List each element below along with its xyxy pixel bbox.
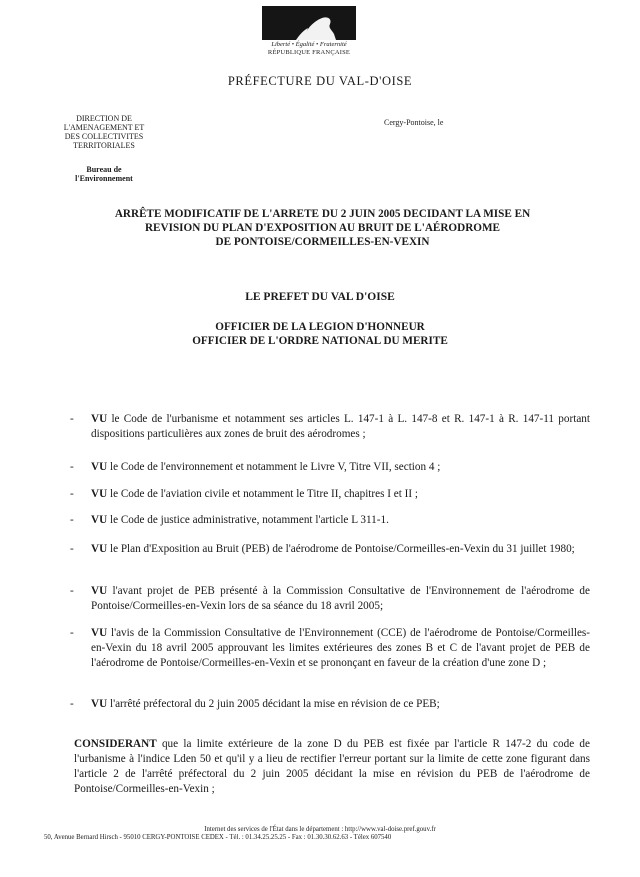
marianne-logo xyxy=(262,6,356,40)
vu-text: l'avis de la Commission Consultative de l'Environnement (CCE) de l'aérodrome de Pontoise/Cormeilles-en-Vexin du 18 avril 2005 approuvant les limites extérieures des zones B et C de l'avant projet de PEB de l'aérodrome de Pontoise/Cormeilles-en-Vexin et se prononçant en faveur de la création d'une zone D ; xyxy=(91,627,590,669)
list-dash: - xyxy=(70,461,74,473)
considerant-text: que la limite extérieure de la zone D du PEB est fixée par l'article R 147-2 du code de l'urbanisme à l'indice Lden 50 et qu'il y a lieu de rectifier l'erreur portant sur la limite de cette zone figurant dans l'article 2 de l'arrêté préfectoral du 2 juin 2005 décidant la mise en révision du PEB de l'aérodrome de Pontoise/Cormeilles-en-Vexin ; xyxy=(74,738,590,795)
vu-item xyxy=(72,460,590,475)
vu-lead: VU xyxy=(91,543,108,555)
vu-text: le Code de l'aviation civile et notamment le Titre II, chapitres I et II ; xyxy=(107,488,418,500)
arrete-title-line: ARRÊTE MODIFICATIF DE L'ARRETE DU 2 JUIN 2005 DECIDANT LA MISE EN xyxy=(114,208,531,220)
footer-website-line: Internet des services de l'État dans le département : http://www.val-doise.pref.gouv.fr xyxy=(204,826,436,833)
list-dash: - xyxy=(70,543,74,555)
vu-item xyxy=(72,697,590,712)
officier-line: OFFICIER DE LA LEGION D'HONNEUR xyxy=(215,321,425,333)
bureau-line: Bureau de xyxy=(86,165,122,174)
officier-line: OFFICIER DE L'ORDRE NATIONAL DU MERITE xyxy=(192,335,448,347)
vu-item xyxy=(72,487,590,502)
vu-lead: VU xyxy=(91,585,108,597)
vu-text: le Plan d'Exposition au Bruit (PEB) de l'aérodrome de Pontoise/Cormeilles-en-Vexin du 31 juillet 1980; xyxy=(107,543,575,555)
list-dash: - xyxy=(70,514,74,526)
bureau-block xyxy=(48,165,160,183)
list-dash: - xyxy=(70,413,74,425)
direction-line: L'AMENAGEMENT ET xyxy=(63,123,145,132)
direction-line: DIRECTION DE xyxy=(76,114,132,123)
list-dash: - xyxy=(70,488,74,500)
vu-lead: VU xyxy=(91,461,108,473)
list-dash: - xyxy=(70,627,74,639)
arrete-title xyxy=(55,207,590,249)
vu-item xyxy=(72,542,590,557)
vu-item xyxy=(72,584,590,614)
vu-lead: VU xyxy=(91,488,108,500)
bureau-line: l'Environnement xyxy=(75,174,133,183)
vu-text: le Code de l'environnement et notamment le Livre V, Titre VII, section 4 ; xyxy=(107,461,441,473)
footer-address-line: 50, Avenue Bernard Hirsch - 95010 CERGY-PONTOISE CEDEX - Tél. : 01.34.25.25.25 - Fax : 01.30.30.62.63 - Télex 607540 xyxy=(44,834,392,841)
direction-block xyxy=(48,114,160,150)
vu-text: l'avant projet de PEB présenté à la Commission Consultative de l'Environnement de l'aérodrome de Pontoise/Cormeilles-en-Vexin lors de sa séance du 18 avril 2005; xyxy=(91,585,590,612)
arrete-title-line: DE PONTOISE/CORMEILLES-EN-VEXIN xyxy=(215,236,430,248)
direction-line: DES COLLECTIVITES xyxy=(64,132,144,141)
vu-item xyxy=(72,626,590,671)
prefecture-heading: PRÉFECTURE DU VAL-D'OISE xyxy=(227,74,413,88)
vu-lead: VU xyxy=(91,514,108,526)
vu-text: le Code de justice administrative, notamment l'article L 311-1. xyxy=(107,514,389,526)
vu-lead: VU xyxy=(91,413,108,425)
list-dash: - xyxy=(70,698,74,710)
vu-lead: VU xyxy=(91,698,108,710)
arrete-title-line: REVISION DU PLAN D'EXPOSITION AU BRUIT DE L'AÉRODROME xyxy=(144,222,501,234)
direction-line: TERRITORIALES xyxy=(73,141,135,150)
vu-text: l'arrêté préfectoral du 2 juin 2005 décidant la mise en révision de ce PEB; xyxy=(107,698,440,710)
officier-headings xyxy=(0,320,640,348)
place-date-line: Cergy-Pontoise, le xyxy=(384,118,444,127)
vu-lead: VU xyxy=(91,627,108,639)
vu-item xyxy=(72,412,590,442)
vu-item xyxy=(72,513,590,528)
considerant-lead: CONSIDERANT xyxy=(74,738,157,750)
republic-motto: Liberté • Égalité • Fraternité xyxy=(271,41,347,48)
marianne-profile-icon xyxy=(262,6,356,40)
list-dash: - xyxy=(70,585,74,597)
considerant-paragraph xyxy=(74,737,590,797)
vu-text: le Code de l'urbanisme et notamment ses articles L. 147-1 à L. 147-8 et R. 147-1 à R. 147-11 portant dispositions particulières aux zones de bruit des aérodromes ; xyxy=(91,413,590,440)
republique-francaise-label: RÉPUBLIQUE FRANÇAISE xyxy=(267,49,351,56)
prefet-heading: LE PREFET DU VAL D'OISE xyxy=(245,291,395,303)
